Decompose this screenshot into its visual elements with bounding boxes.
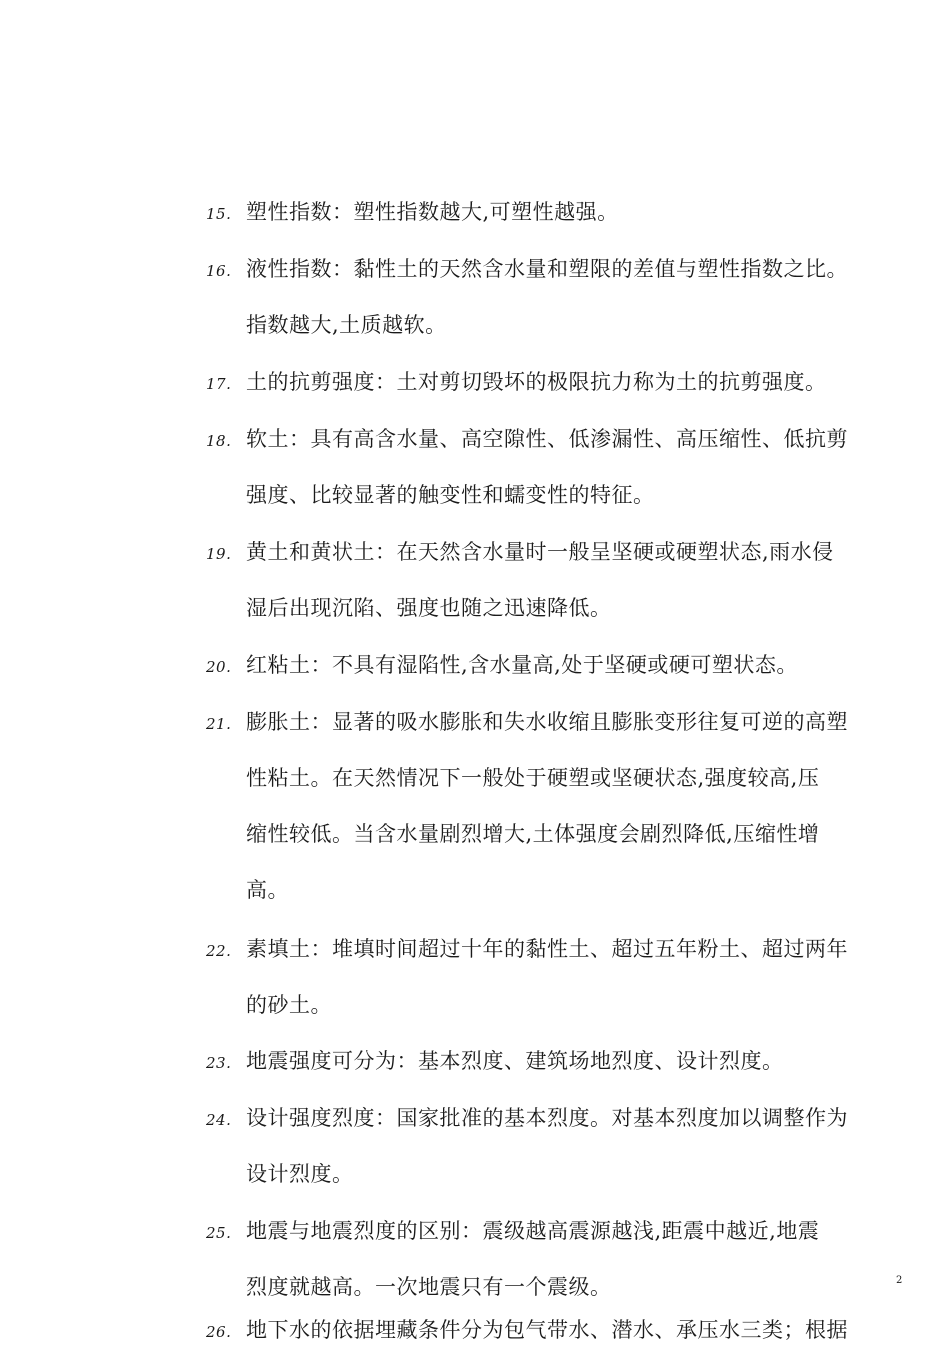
item-number: 20. <box>206 658 232 676</box>
item-text: 性粘土。在天然情况下一般处于硬塑或坚硬状态,强度较高,压 <box>246 766 820 790</box>
item-number: 26. <box>206 1323 232 1341</box>
list-item <box>206 921 921 1033</box>
list-item <box>206 637 921 693</box>
item-first-line <box>206 694 921 750</box>
item-text: 烈度就越高。一次地震只有一个震级。 <box>246 1275 612 1299</box>
list-item <box>206 1090 921 1202</box>
item-number: 23. <box>206 1054 232 1072</box>
item-first-line <box>206 411 921 467</box>
item-text: 土的抗剪强度：土对剪切毁坏的极限抗力称为土的抗剪强度。 <box>246 370 827 394</box>
item-text: 塑性指数：塑性指数越大,可塑性越强。 <box>246 200 619 224</box>
item-number: 16. <box>206 262 232 280</box>
item-continuation-line <box>206 750 921 806</box>
item-number: 17. <box>206 375 232 393</box>
item-first-line <box>206 637 921 693</box>
item-text: 缩性较低。当含水量剧烈增大,土体强度会剧烈降低,压缩性增 <box>246 822 820 846</box>
list-item <box>206 1203 921 1315</box>
item-text: 设计烈度。 <box>246 1162 354 1186</box>
list-item <box>206 1033 921 1089</box>
item-text: 素填土：堆填时间超过十年的黏性土、超过五年粉土、超过两年 <box>246 937 848 961</box>
page-number: 2 <box>896 1275 903 1286</box>
item-text: 膨胀土：显著的吸水膨胀和失水收缩且膨胀变形往复可逆的高塑 <box>246 710 848 734</box>
item-number: 21. <box>206 715 232 733</box>
item-text: 地下水的依据埋藏条件分为包气带水、潜水、承压水三类；根据 <box>246 1318 848 1342</box>
item-continuation-line <box>206 580 921 636</box>
list-item <box>206 354 921 410</box>
item-text: 设计强度烈度：国家批准的基本烈度。对基本烈度加以调整作为 <box>246 1106 848 1130</box>
item-number: 25. <box>206 1224 232 1242</box>
item-text: 指数越大,土质越软。 <box>246 313 447 337</box>
item-text: 液性指数：黏性土的天然含水量和塑限的差值与塑性指数之比。 <box>246 257 848 281</box>
item-number: 22. <box>206 942 232 960</box>
item-continuation-line <box>206 297 921 353</box>
item-first-line <box>206 184 921 240</box>
item-first-line <box>206 524 921 580</box>
item-text: 湿后出现沉陷、强度也随之迅速降低。 <box>246 596 612 620</box>
list-item <box>206 411 921 523</box>
item-first-line <box>206 1203 921 1259</box>
item-first-line <box>206 1090 921 1146</box>
item-first-line <box>206 1302 921 1358</box>
item-text: 软土：具有高含水量、高空隙性、低渗漏性、高压缩性、低抗剪 <box>246 427 848 451</box>
list-item <box>206 241 921 353</box>
item-continuation-line <box>206 1146 921 1202</box>
item-first-line <box>206 241 921 297</box>
item-text: 黄土和黄状土：在天然含水量时一般呈坚硬或硬塑状态,雨水侵 <box>246 540 834 564</box>
list-item <box>206 524 921 636</box>
item-first-line <box>206 921 921 977</box>
list-item <box>206 694 921 918</box>
item-continuation-line <box>206 862 921 918</box>
item-first-line <box>206 354 921 410</box>
list-item <box>206 184 921 240</box>
item-number: 19. <box>206 545 232 563</box>
item-text: 高。 <box>246 878 289 902</box>
item-continuation-line <box>206 977 921 1033</box>
item-number: 15. <box>206 205 232 223</box>
item-number: 18. <box>206 432 232 450</box>
item-number: 24. <box>206 1111 232 1129</box>
item-text: 地震强度可分为：基本烈度、建筑场地烈度、设计烈度。 <box>246 1049 784 1073</box>
item-text: 强度、比较显著的触变性和蠕变性的特征。 <box>246 483 655 507</box>
item-continuation-line <box>206 806 921 862</box>
item-first-line <box>206 1033 921 1089</box>
item-text: 地震与地震烈度的区别：震级越高震源越浅,距震中越近,地震 <box>246 1219 820 1243</box>
item-continuation-line <box>206 467 921 523</box>
item-text: 红粘土：不具有湿陷性,含水量高,处于坚硬或硬可塑状态。 <box>246 653 798 677</box>
list-item <box>206 1302 921 1358</box>
item-text: 的砂土。 <box>246 993 332 1017</box>
